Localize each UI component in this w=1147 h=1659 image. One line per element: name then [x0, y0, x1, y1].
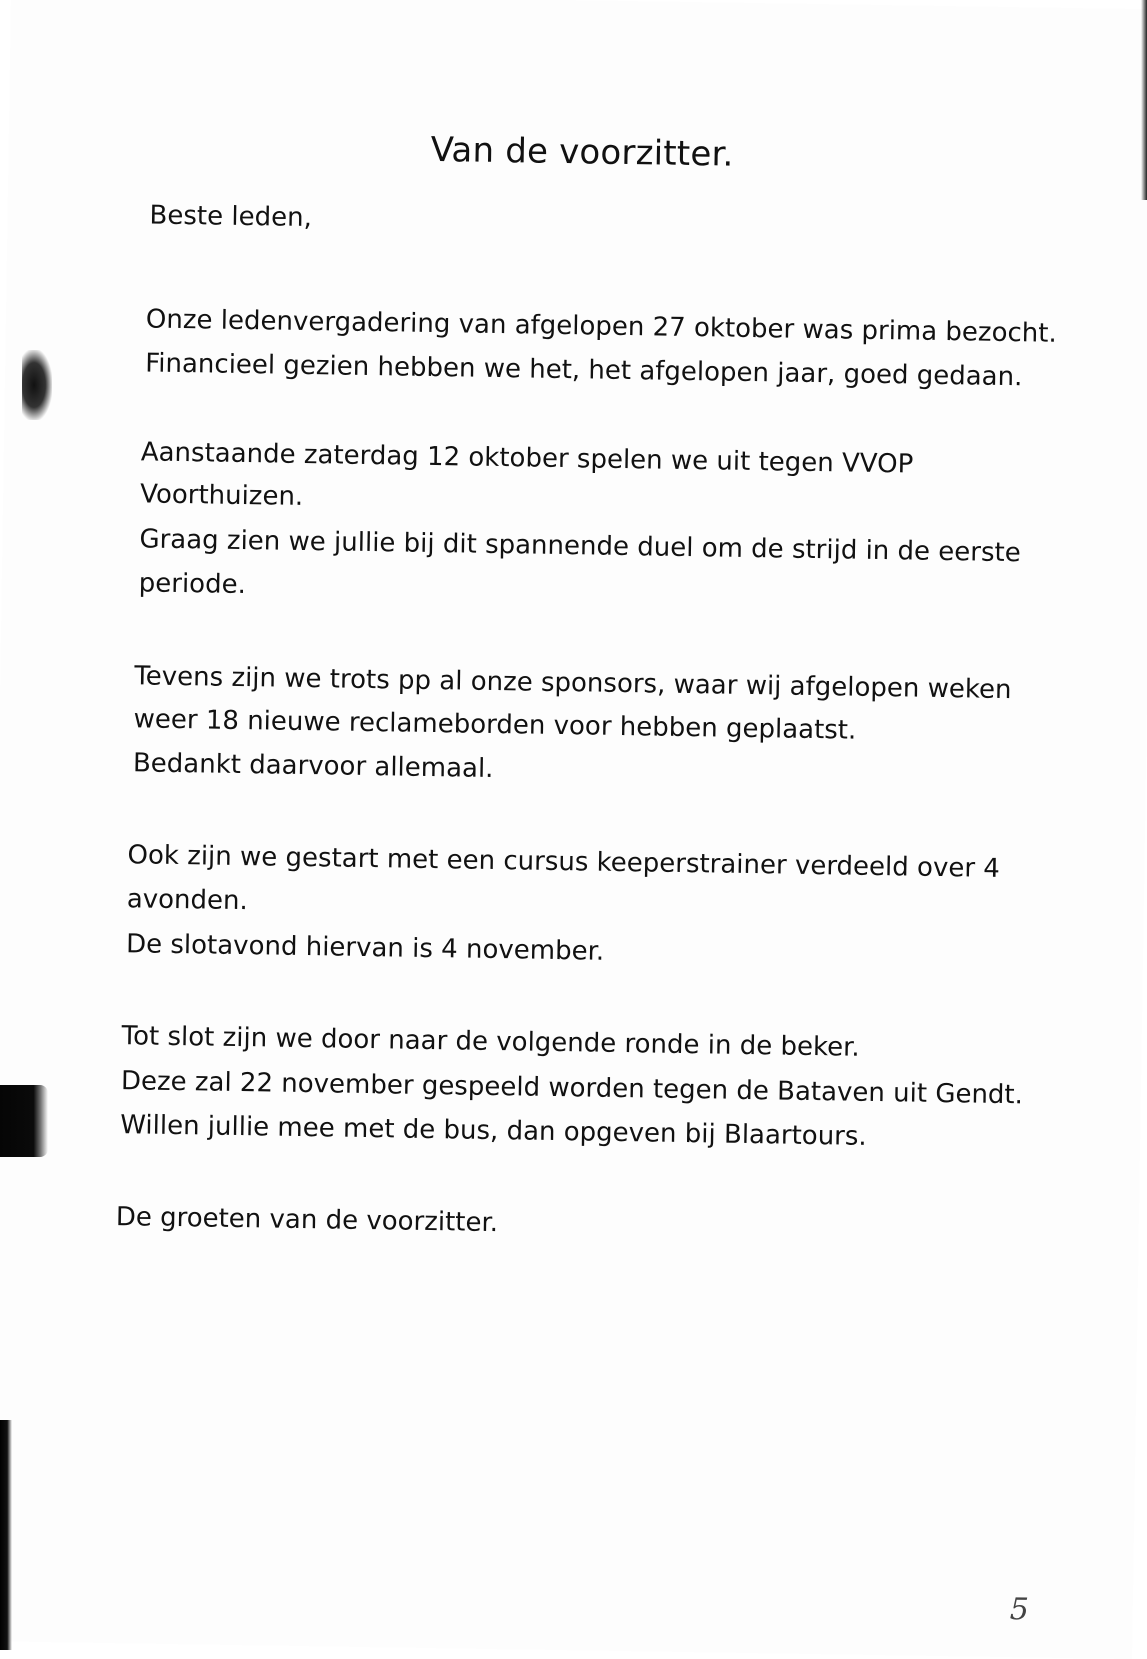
- page-title: Van de voorzitter.: [430, 129, 734, 175]
- punch-hole-bottom: [0, 1085, 48, 1157]
- paragraph-1-line-2: Financieel gezien hebben we het, het afgelopen jaar, goed gedaan.: [144, 348, 1023, 393]
- paragraph-4-line-2: avonden.: [126, 884, 248, 917]
- paragraph-2-line-3: Graag zien we jullie bij dit spannende duel om de strijd in de eerste: [139, 524, 1021, 569]
- scan-edge-shadow-right: [1141, 0, 1147, 200]
- paragraph-4-line-1: Ook zijn we gestart met een cursus keeperstrainer verdeeld over 4: [127, 840, 1001, 884]
- punch-hole-top: [22, 350, 52, 420]
- paragraph-2-line-1: Aanstaande zaterdag 12 oktober spelen we uit tegen VVOP: [140, 437, 914, 480]
- paragraph-5-line-1: Tot slot zijn we door naar de volgende ronde in de beker.: [121, 1021, 860, 1063]
- closing-line: De groeten van de voorzitter.: [115, 1202, 499, 1239]
- paragraph-2-line-2: Voorthuizen.: [139, 479, 304, 512]
- paragraph-2-line-4: periode.: [138, 568, 247, 601]
- paragraph-3-line-1: Tevens zijn we trots pp al onze sponsors, waar wij afgelopen weken: [134, 661, 1012, 706]
- paragraph-5-line-3: Willen jullie mee met de bus, dan opgeven bij Blaartours.: [120, 1110, 867, 1152]
- paragraph-3-line-2: weer 18 nieuwe reclameborden voor hebben geplaatst.: [133, 704, 857, 746]
- paragraph-5-line-2: Deze zal 22 november gespeeld worden tegen de Bataven uit Gendt.: [120, 1066, 1024, 1111]
- paragraph-1-line-1: Onze ledenvergadering van afgelopen 27 oktober was prima bezocht.: [145, 304, 1057, 349]
- page-number: 5: [1009, 1592, 1030, 1628]
- scan-edge-shadow-left: [0, 1420, 12, 1650]
- salutation: Beste leden,: [149, 200, 313, 234]
- paragraph-4-line-3: De slotavond hiervan is 4 november.: [125, 929, 605, 967]
- paragraph-3-line-3: Bedankt daarvoor allemaal.: [132, 748, 494, 784]
